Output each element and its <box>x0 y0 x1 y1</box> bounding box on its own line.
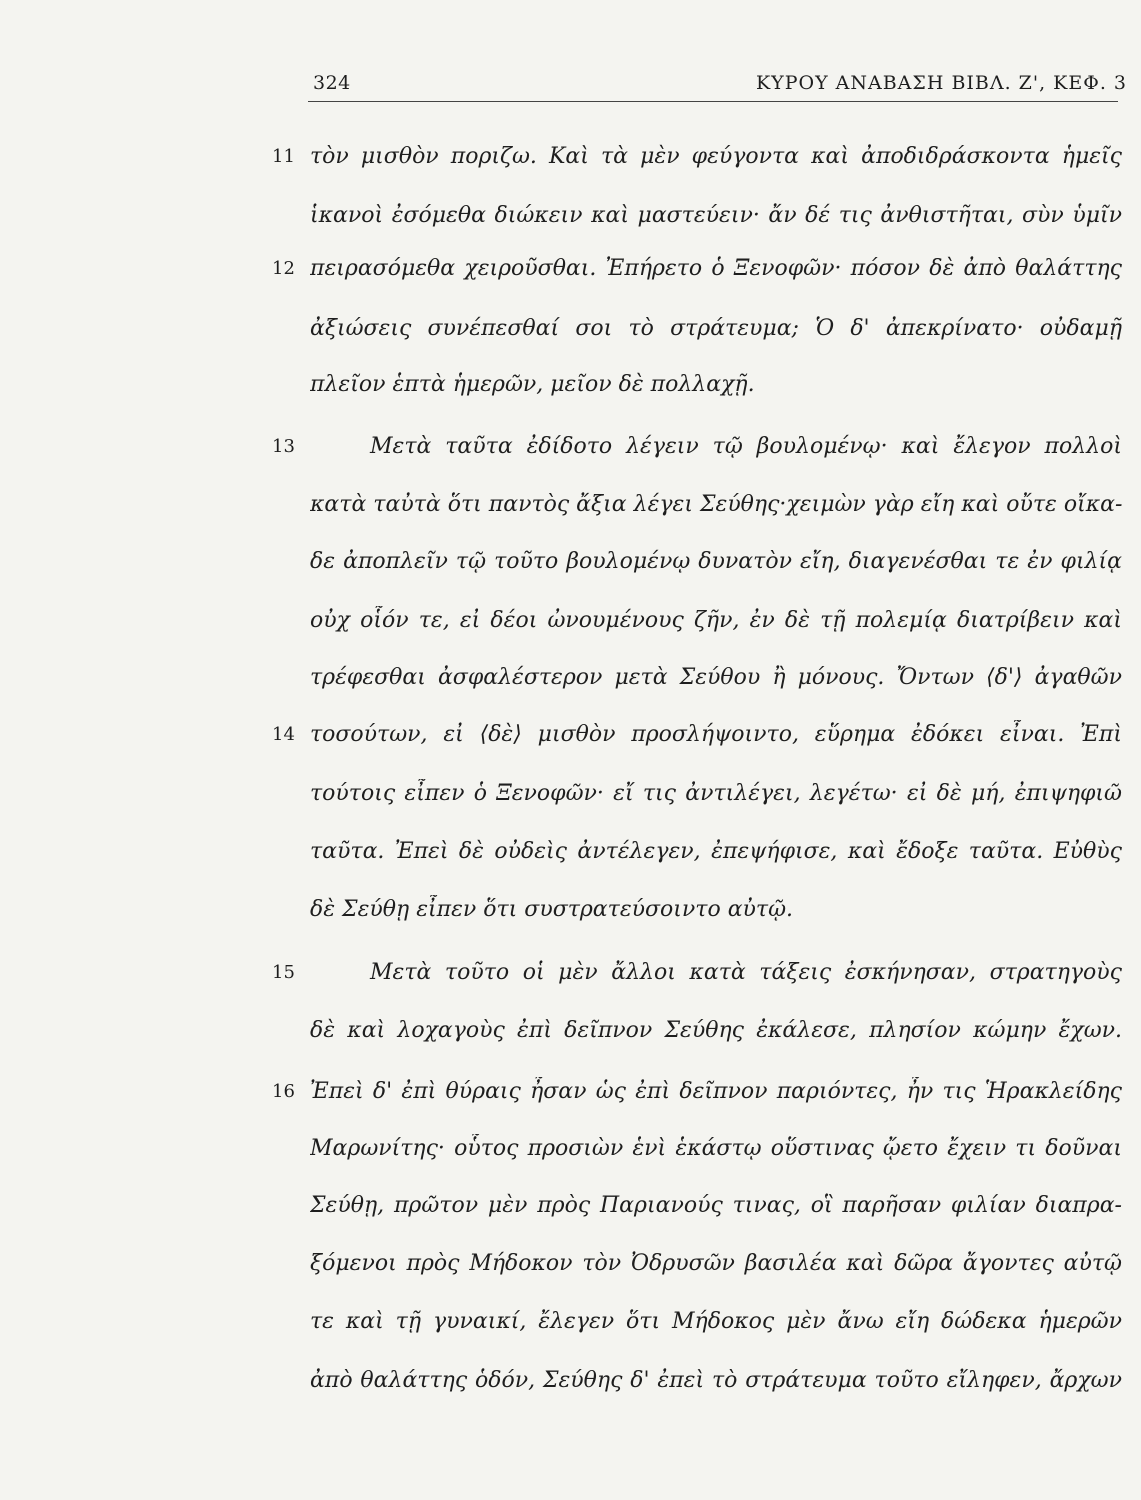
running-head: ΚΥΡΟΥ ΑΝΑΒΑΣΗ ΒΙΒΛ. Ζ', ΚΕΦ. 3 <box>755 72 1127 94</box>
text-line: δε ἀποπλεῖν τῷ τοῦτο βουλομένῳ δυνατὸν εἴη, διαγενέσθαι τε ἐν φιλίᾳ <box>310 549 1122 574</box>
text-line: Μετὰ ταῦτα ἐδίδοτο λέγειν τῷ βουλομένῳ· καὶ ἔλεγον πολλοὶ <box>370 434 1122 459</box>
page-number: 324 <box>313 72 351 94</box>
text-line: τοσούτων, εἰ ⟨δὲ⟩ μισθὸν προσλήψοιντο, εὕρημα ἐδόκει εἶναι. Ἐπὶ <box>310 722 1122 747</box>
text-line: ἀξιώσεις συνέπεσθαί σοι τὸ στράτευμα; Ὁ δ' ἀπεκρίνατο· οὐδαμῇ <box>310 316 1122 341</box>
text-line: ταῦτα. Ἐπεὶ δὲ οὐδεὶς ἀντέλεγεν, ἐπεψήφισε, καὶ ἔδοξε ταῦτα. Εὐθὺς <box>310 839 1122 864</box>
text-line: τε καὶ τῇ γυναικί, ἔλεγεν ὅτι Μήδοκος μὲν ἄνω εἴη δώδεκα ἡμερῶν <box>310 1309 1122 1334</box>
section-number-15: 15 <box>272 962 295 983</box>
text-line: κατὰ ταὐτὰ ὅτι παντὸς ἄξια λέγει Σεύθης·χειμὼν γὰρ εἴη καὶ οὔτε οἴκα- <box>310 492 1122 517</box>
text-line: Σεύθῃ, πρῶτον μὲν πρὸς Παριανούς τινας, οἳ παρῆσαν φιλίαν διαπρα- <box>310 1193 1122 1218</box>
text-line: τρέφεσθαι ἀσφαλέστερον μετὰ Σεύθου ἢ μόνους. Ὄντων ⟨δ'⟩ ἀγαθῶν <box>310 665 1122 690</box>
text-line: πλεῖον ἑπτὰ ἡμερῶν, μεῖον δὲ πολλαχῇ. <box>310 372 755 397</box>
text-line: Μετὰ τοῦτο οἱ μὲν ἄλλοι κατὰ τάξεις ἐσκήνησαν, στρατηγοὺς <box>370 960 1122 985</box>
section-number-12: 12 <box>272 258 295 279</box>
section-number-14: 14 <box>272 724 295 745</box>
section-number-11: 11 <box>272 146 295 167</box>
header-rule <box>308 101 1118 102</box>
text-line: οὐχ οἷόν τε, εἰ δέοι ὠνουμένους ζῆν, ἐν δὲ τῇ πολεμίᾳ διατρίβειν καὶ <box>310 608 1122 633</box>
text-line: Ἐπεὶ δ' ἐπὶ θύραις ἦσαν ὡς ἐπὶ δεῖπνον παριόντες, ἦν τις Ἡρακλείδης <box>310 1079 1122 1104</box>
text-line: ἀπὸ θαλάττης ὁδόν, Σεύθης δ' ἐπεὶ τὸ στράτευμα τοῦτο εἴληφεν, ἄρχων <box>310 1368 1122 1393</box>
text-line: ἱκανοὶ ἐσόμεθα διώκειν καὶ μαστεύειν· ἄν δέ τις ἀνθιστῆται, σὺν ὑμῖν <box>310 203 1122 228</box>
text-line: πειρασόμεθα χειροῦσθαι. Ἐπήρετο ὁ Ξενοφῶν· πόσον δὲ ἀπὸ θαλάττης <box>310 256 1122 281</box>
text-line: δὲ καὶ λοχαγοὺς ἐπὶ δεῖπνον Σεύθης ἐκάλεσε, πλησίον κώμην ἔχων. <box>310 1018 1122 1043</box>
text-line: δὲ Σεύθῃ εἶπεν ὅτι συστρατεύσοιντο αὐτῷ. <box>310 897 794 922</box>
text-line: τούτοις εἶπεν ὁ Ξενοφῶν· εἴ τις ἀντιλέγει, λεγέτω· εἰ δὲ μή, ἐπιψηφιῶ <box>310 781 1122 806</box>
text-line: ξόμενοι πρὸς Μήδοκον τὸν Ὀδρυσῶν βασιλέα καὶ δῶρα ἄγοντες αὐτῷ <box>310 1251 1122 1276</box>
text-line: Μαρωνίτης· οὗτος προσιὼν ἑνὶ ἑκάστῳ οὕστινας ᾤετο ἔχειν τι δοῦναι <box>310 1136 1122 1161</box>
section-number-16: 16 <box>272 1081 295 1102</box>
section-number-13: 13 <box>272 436 295 457</box>
text-line: τὸν μισθὸν ποριζω. Καὶ τὰ μὲν φεύγοντα καὶ ἀποδιδράσκοντα ἡμεῖς <box>310 144 1122 169</box>
